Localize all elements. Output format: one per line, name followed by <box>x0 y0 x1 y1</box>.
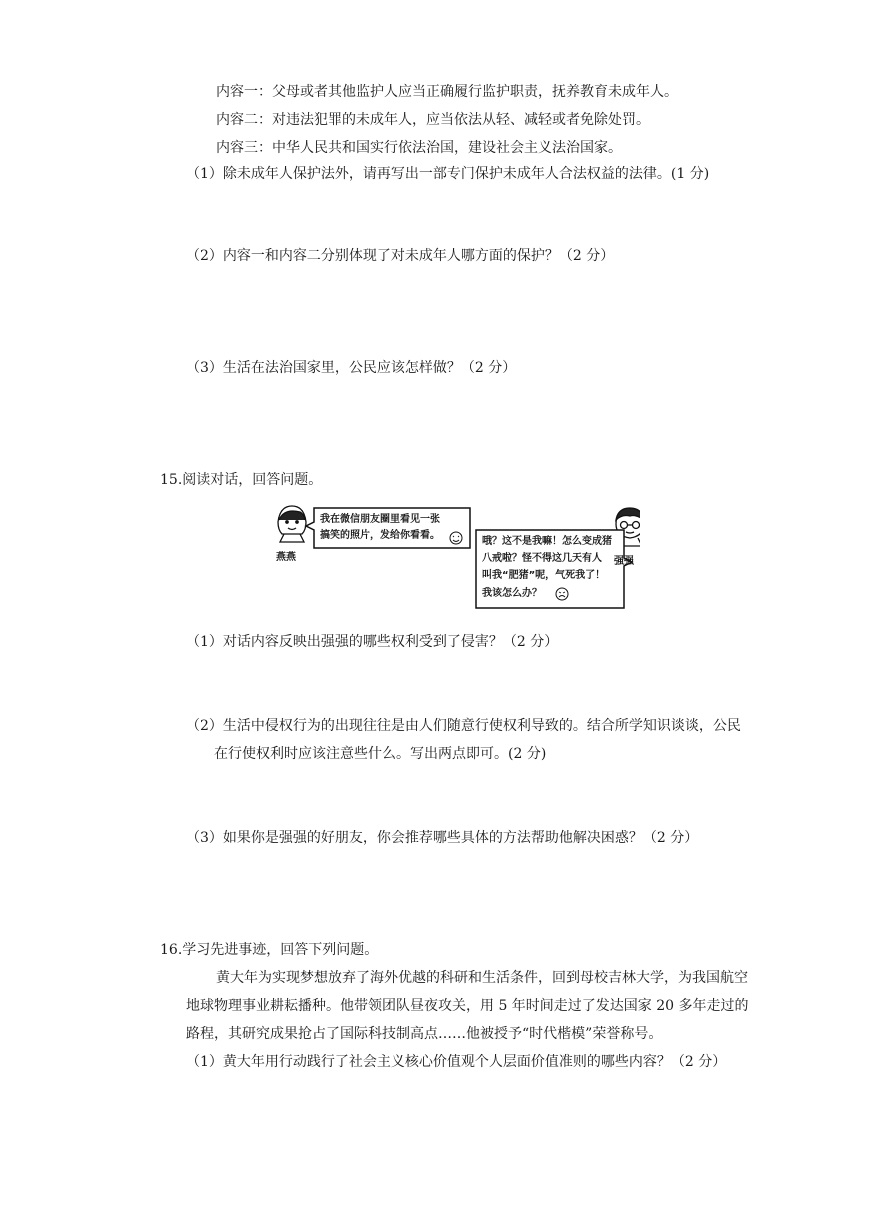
q14-sub2: （2）内容一和内容二分别体现了对未成年人哪方面的保护？（2 分） <box>186 248 615 264</box>
qiangqiang-speech-line-3: 叫我“肥猪”呢，气死我了！ <box>482 570 606 581</box>
q16-para-line-1: 黄大年为实现梦想放弃了海外优越的科研和生活条件，回到母校吉林大学，为我国航空 <box>216 970 748 986</box>
q14-sub1: （1）除未成年人保护法外，请再写出一部专门保护未成年人合法权益的法律。(1 分) <box>186 166 710 182</box>
content-item-3: 内容三：中华人民共和国实行依法治国，建设社会主义法治国家。 <box>216 140 622 156</box>
yanyan-name: 燕燕 <box>276 552 296 563</box>
content-item-2: 内容二：对违法犯罪的未成年人，应当依法从轻、减轻或者免除处罚。 <box>216 112 650 128</box>
q16-para-line-3: 路程，其研究成果抢占了国际科技制高点……他被授予“时代楷模”荣誉称号。 <box>186 1026 663 1042</box>
qiangqiang-speech-line-1: 哦？这不是我嘛！怎么变成猪 <box>482 536 612 547</box>
q15-sub2-line2: 在行使权利时应该注意些什么。写出两点即可。(2 分) <box>214 746 547 762</box>
qiangqiang-speech-line-4: 我该怎么办？ <box>482 588 542 599</box>
q16-para-line-2: 地球物理事业耕耘播种。他带领团队昼夜攻关，用 5 年时间走过了发达国家 20 多年走过的 <box>186 998 749 1014</box>
dialogue-comic <box>270 500 640 615</box>
yanyan-speech-line-1: 我在微信朋友圈里看见一张 <box>320 514 440 525</box>
yanyan-speech-line-2: 搞笑的照片，发给你看看。 <box>320 530 440 541</box>
q15-sub1: （1）对话内容反映出强强的哪些权利受到了侵害？（2 分） <box>186 634 559 650</box>
qiangqiang-speech-line-2: 八戒啦？怪不得这几天有人 <box>482 553 602 564</box>
q16-title: 16.学习先进事迹，回答下列问题。 <box>160 942 379 958</box>
q16-sub1: （1）黄大年用行动践行了社会主义核心价值观个人层面价值准则的哪些内容？（2 分） <box>186 1054 727 1070</box>
yanyan-figure <box>278 506 306 542</box>
q15-sub3: （3）如果你是强强的好朋友，你会推荐哪些具体的方法帮助他解决困惑？（2 分） <box>186 830 699 846</box>
q15-sub2-line1: （2）生活中侵权行为的出现往往是由人们随意行使权利导致的。结合所学知识谈谈，公民 <box>186 718 741 734</box>
q14-sub3: （3）生活在法治国家里，公民应该怎样做？（2 分） <box>186 360 517 376</box>
content-item-1: 内容一：父母或者其他监护人应当正确履行监护职责，抚养教育未成年人。 <box>216 84 678 100</box>
qiangqiang-name: 强强 <box>614 556 634 567</box>
q15-title: 15.阅读对话，回答问题。 <box>160 472 323 488</box>
